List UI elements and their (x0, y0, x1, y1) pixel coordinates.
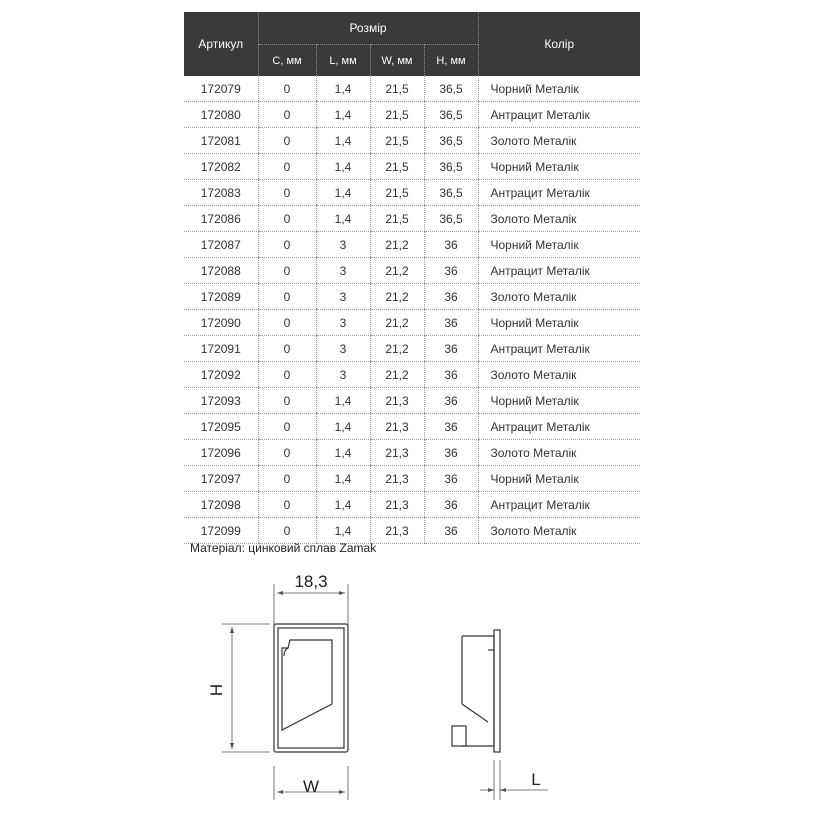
cell-w: 21,3 (370, 440, 424, 466)
cell-w: 21,5 (370, 206, 424, 232)
table-row (184, 466, 640, 492)
cell-l: 3 (316, 336, 370, 362)
spec-table-container (184, 12, 640, 538)
cell-l: 1,4 (316, 466, 370, 492)
cell-l: 1,4 (316, 388, 370, 414)
table-row (184, 284, 640, 310)
cell-h: 36 (424, 388, 478, 414)
cell-c: 0 (258, 336, 316, 362)
header-h: H, мм (424, 45, 478, 77)
cell-color: Чорний Металік (478, 76, 640, 102)
cell-h: 36 (424, 284, 478, 310)
cell-w: 21,3 (370, 466, 424, 492)
cell-c: 0 (258, 128, 316, 154)
cell-color: Золото Металік (478, 440, 640, 466)
cell-color: Золото Металік (478, 518, 640, 544)
cell-color: Чорний Металік (478, 466, 640, 492)
table-row (184, 336, 640, 362)
cell-h: 36 (424, 232, 478, 258)
cell-article: 172087 (184, 232, 258, 258)
dim-top-label: 18,3 (294, 572, 328, 591)
cell-l: 3 (316, 232, 370, 258)
cell-w: 21,5 (370, 128, 424, 154)
cell-c: 0 (258, 362, 316, 388)
cell-article: 172093 (184, 388, 258, 414)
cell-article: 172096 (184, 440, 258, 466)
cell-h: 36 (424, 492, 478, 518)
cell-color: Золото Металік (478, 206, 640, 232)
table-row (184, 388, 640, 414)
cell-h: 36,5 (424, 206, 478, 232)
cell-color: Чорний Металік (478, 388, 640, 414)
cell-article: 172083 (184, 180, 258, 206)
cell-article: 172095 (184, 414, 258, 440)
cell-w: 21,3 (370, 388, 424, 414)
cell-l: 1,4 (316, 154, 370, 180)
spec-table (184, 12, 640, 544)
cell-c: 0 (258, 466, 316, 492)
cell-c: 0 (258, 76, 316, 102)
table-row (184, 414, 640, 440)
cell-color: Золото Металік (478, 284, 640, 310)
cell-c: 0 (258, 414, 316, 440)
cell-l: 3 (316, 362, 370, 388)
cell-c: 0 (258, 518, 316, 544)
header-size-group: Розмір (258, 12, 478, 45)
cell-w: 21,3 (370, 518, 424, 544)
cell-article: 172091 (184, 336, 258, 362)
cell-h: 36 (424, 336, 478, 362)
cell-l: 1,4 (316, 492, 370, 518)
cell-article: 172098 (184, 492, 258, 518)
cell-h: 36 (424, 466, 478, 492)
cell-h: 36,5 (424, 76, 478, 102)
cell-h: 36 (424, 310, 478, 336)
cell-article: 172081 (184, 128, 258, 154)
table-row (184, 492, 640, 518)
table-row (184, 154, 640, 180)
front-view (222, 584, 348, 800)
cell-h: 36 (424, 414, 478, 440)
cell-article: 172082 (184, 154, 258, 180)
cell-h: 36,5 (424, 102, 478, 128)
dim-h-label: H (207, 683, 226, 697)
cell-l: 3 (316, 310, 370, 336)
cell-l: 3 (316, 258, 370, 284)
cell-color: Золото Металік (478, 128, 640, 154)
cell-c: 0 (258, 258, 316, 284)
header-c: C, мм (258, 45, 316, 77)
cell-article: 172089 (184, 284, 258, 310)
cell-w: 21,3 (370, 492, 424, 518)
table-row (184, 180, 640, 206)
cell-article: 172097 (184, 466, 258, 492)
cell-w: 21,5 (370, 102, 424, 128)
cell-h: 36 (424, 258, 478, 284)
cell-c: 0 (258, 492, 316, 518)
dim-w-label: W (302, 777, 320, 796)
cell-article: 172090 (184, 310, 258, 336)
cell-article: 172092 (184, 362, 258, 388)
cell-l: 1,4 (316, 414, 370, 440)
table-row (184, 128, 640, 154)
cell-color: Антрацит Металік (478, 336, 640, 362)
cell-c: 0 (258, 310, 316, 336)
cell-article: 172080 (184, 102, 258, 128)
table-row (184, 76, 640, 102)
cell-c: 0 (258, 388, 316, 414)
cell-h: 36,5 (424, 128, 478, 154)
cell-c: 0 (258, 102, 316, 128)
table-row (184, 102, 640, 128)
cell-w: 21,2 (370, 258, 424, 284)
cell-l: 1,4 (316, 102, 370, 128)
cell-l: 1,4 (316, 440, 370, 466)
cell-color: Золото Металік (478, 362, 640, 388)
cell-h: 36,5 (424, 154, 478, 180)
header-article: Артикул (198, 37, 244, 51)
cell-l: 3 (316, 284, 370, 310)
table-row (184, 362, 640, 388)
cell-w: 21,5 (370, 180, 424, 206)
table-row (184, 258, 640, 284)
cell-w: 21,5 (370, 154, 424, 180)
cell-article: 172079 (184, 76, 258, 102)
cell-l: 1,4 (316, 206, 370, 232)
cell-h: 36 (424, 518, 478, 544)
cell-c: 0 (258, 154, 316, 180)
cell-w: 21,2 (370, 336, 424, 362)
cell-article: 172099 (184, 518, 258, 544)
cell-color: Чорний Металік (478, 310, 640, 336)
table-row (184, 518, 640, 544)
cell-l: 1,4 (316, 180, 370, 206)
material-note: Матеріал: цинковий сплав Zamak (190, 541, 377, 555)
header-w: W, мм (370, 45, 424, 77)
cell-color: Чорний Металік (478, 154, 640, 180)
cell-c: 0 (258, 232, 316, 258)
cell-color: Антрацит Металік (478, 102, 640, 128)
cell-article: 172086 (184, 206, 258, 232)
cell-article: 172088 (184, 258, 258, 284)
table-row (184, 310, 640, 336)
cell-c: 0 (258, 206, 316, 232)
cell-color: Антрацит Металік (478, 414, 640, 440)
cell-l: 1,4 (316, 518, 370, 544)
table-row (184, 440, 640, 466)
cell-color: Антрацит Металік (478, 492, 640, 518)
cell-c: 0 (258, 440, 316, 466)
technical-drawing (0, 560, 824, 824)
cell-h: 36 (424, 362, 478, 388)
header-color: Колір (478, 12, 640, 76)
cell-color: Антрацит Металік (478, 258, 640, 284)
table-body (184, 76, 640, 544)
cell-w: 21,2 (370, 232, 424, 258)
cell-w: 21,3 (370, 414, 424, 440)
header-l: L, мм (316, 45, 370, 77)
cell-h: 36 (424, 440, 478, 466)
cell-h: 36,5 (424, 180, 478, 206)
cell-color: Антрацит Металік (478, 180, 640, 206)
cell-c: 0 (258, 284, 316, 310)
cell-color: Чорний Металік (478, 232, 640, 258)
cell-w: 21,5 (370, 76, 424, 102)
table-row (184, 232, 640, 258)
cell-w: 21,2 (370, 310, 424, 336)
cell-w: 21,2 (370, 362, 424, 388)
cell-c: 0 (258, 180, 316, 206)
table-row (184, 206, 640, 232)
dim-l-label: L (531, 770, 541, 789)
cell-l: 1,4 (316, 76, 370, 102)
cell-w: 21,2 (370, 284, 424, 310)
cell-l: 1,4 (316, 128, 370, 154)
